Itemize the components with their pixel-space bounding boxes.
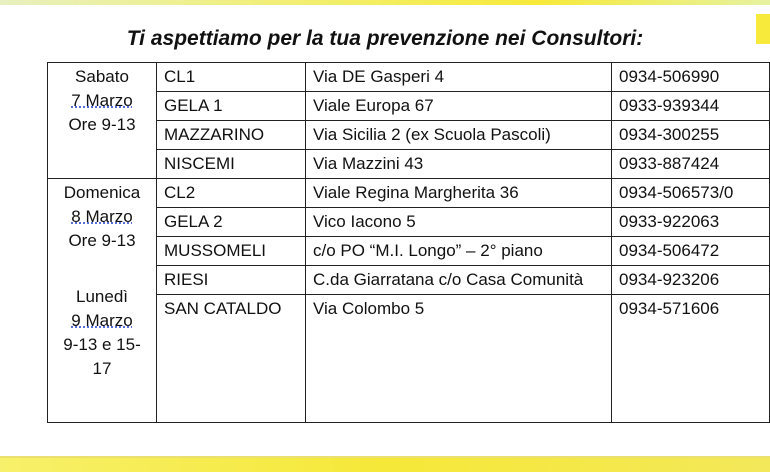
table-row [48,121,770,150]
consultorio-address: Viale Europa 67 [306,92,612,121]
top-highlight-stripe [0,0,770,5]
consultorio-address: Vico Iacono 5 [306,208,612,237]
consultorio-name: CL1 [157,63,306,92]
consultorio-address: Via Mazzini 43 [306,150,612,179]
consultorio-phone: 0934-300255 [612,121,770,150]
consultorio-name: MUSSOMELI [157,237,306,266]
day-date: 7 Marzo [71,91,133,110]
day-weekday: Domenica [63,183,141,202]
day-date: 8 Marzo [71,207,133,226]
table-row [48,92,770,121]
consultorio-phone: 0934-506573/0 [612,179,770,208]
consultorio-phone: 0934-506472 [612,237,770,266]
consultorio-address: Viale Regina Margherita 36 [306,179,612,208]
day-cell-saturday [48,63,157,179]
consultorio-name: NISCEMI [157,150,306,179]
table-row [48,295,770,423]
consultorio-phone: 0933-922063 [612,208,770,237]
day-weekday: Lunedì [76,287,128,306]
day-date: 9 Marzo [71,311,133,330]
consultorio-address: c/o PO “M.I. Longo” – 2° piano [306,237,612,266]
table-row [48,179,770,208]
consultorio-name: MAZZARINO [157,121,306,150]
consultorio-name: CL2 [157,179,306,208]
consultorio-address: Via Sicilia 2 (ex Scuola Pascoli) [306,121,612,150]
table-row [48,266,770,295]
table-row [48,208,770,237]
consultorio-address: C.da Giarratana c/o Casa Comunità [306,266,612,295]
consultorio-phone: 0933-887424 [612,150,770,179]
day-hours: Ore 9-13 [68,115,136,134]
table-row [48,150,770,179]
consultorio-name: SAN CATALDO [157,295,306,423]
day-cell-sunday-monday [48,179,157,423]
table-row [48,63,770,92]
consultorio-phone: 0933-939344 [612,92,770,121]
page-heading: Ti aspettiamo per la tua prevenzione nei Consultori: [126,27,644,50]
consultorio-phone: 0934-506990 [612,63,770,92]
day-hours: 9-13 e 15-17 [63,335,141,378]
day-weekday: Sabato [75,67,129,86]
consultorio-address: Via DE Gasperi 4 [306,63,612,92]
day-hours: Ore 9-13 [68,231,136,250]
consultorio-address: Via Colombo 5 [306,295,612,423]
consultorio-name: GELA 2 [157,208,306,237]
consultorio-phone: 0934-923206 [612,266,770,295]
consultori-schedule-table [47,62,770,423]
consultorio-phone: 0934-571606 [612,295,770,423]
consultorio-name: RIESI [157,266,306,295]
consultorio-name: GELA 1 [157,92,306,121]
table-row [48,237,770,266]
